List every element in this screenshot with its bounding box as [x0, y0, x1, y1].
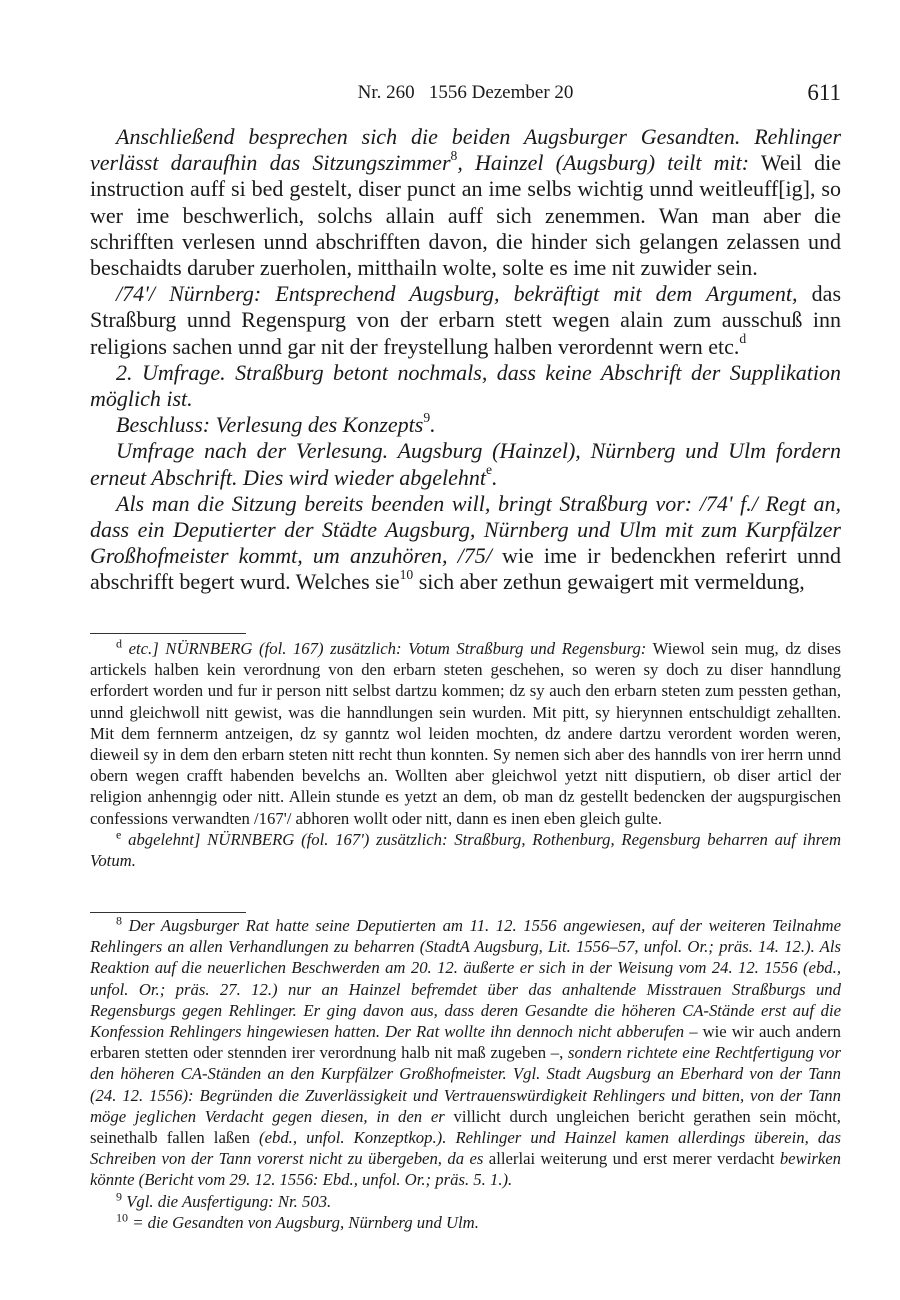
footnotes-textcritical: [90, 638, 841, 871]
footnote-mark: 8: [116, 913, 123, 928]
editorial-text: Umfrage nach der Verlesung. Augsburg (Hainzel), Nürnberg und Ulm fordern erneut Abschrift. Dies wird wieder abgelehnt: [90, 438, 841, 490]
footnote-e: [90, 829, 841, 871]
footnote-9: [90, 1191, 841, 1212]
main-text: [90, 124, 841, 596]
footnote-ref-d[interactable]: d: [739, 331, 747, 347]
footnote-divider-numbers: [90, 912, 246, 913]
footnote-divider-letters: [90, 633, 246, 634]
footnote-d: [90, 638, 841, 829]
editorial-text: Als man die Sitzung bereits beenden will, bringt Straßburg vor: /74' f./ Regt an, dass ein Deputierter der Städte Augsburg, Nürnberg und Ulm mit zum Kurpfälzer Großhofmeister kommt, um anzuhören, /75/: [90, 490, 841, 569]
editorial-text: .: [492, 464, 498, 490]
footnote-text: sondern richtete eine Rechtfertigung vor den höheren CA-Ständen an den Kurpfälzer Großhofmeister. Vgl. Stadt Augsburg an Eberhard von der Tann (24. 12. 1556): Begründen die Zuverlässigkeit und Vertrauenswürdigkeit Rehlingers und bitten, von der Tann möge jeglichen Verdacht gegen diesen, in den er: [90, 1043, 841, 1126]
editorial-text: 2. Umfrage. Straßburg betont nochmals, dass keine Abschrift der Supplikation möglich ist.: [90, 359, 841, 412]
footnote-mark: 9: [116, 1189, 123, 1204]
running-title: Nr. 260 1556 Dezember 20: [357, 82, 574, 103]
editorial-text: Anschließend besprechen sich die beiden Augsburger Gesandten. Rehlinger verlässt daraufhin das Sitzungszimmer: [90, 124, 841, 176]
footnote-quote: wie wir auch andern erbaren stetten oder stennden irer verordnung halb nit maß zugeben –,: [90, 1022, 841, 1063]
paragraph-5: [90, 438, 841, 490]
paragraph-4: [90, 409, 841, 438]
footnote-quote: villicht durch ungleichen bericht gerathen sein möcht, seinethalb fallen laßen: [90, 1106, 841, 1148]
paragraph-1: [90, 124, 841, 281]
paragraph-6: [90, 491, 841, 596]
footnote-ref-9[interactable]: 9: [423, 409, 431, 425]
editorial-text: Beschluss: Verlesung des Konzepts: [116, 412, 424, 438]
footnote-8: [90, 915, 841, 1191]
footnote-text: = die Gesandten von Augsburg, Nürnberg und Ulm.: [128, 1212, 479, 1232]
editorial-text: .: [430, 412, 436, 438]
footnote-mark: 10: [116, 1210, 129, 1225]
footnote-text: abgelehnt] NÜRNBERG (fol. 167') zusätzlich: Straßburg, Rothenburg, Regensburg beharren auf ihrem Votum.: [90, 829, 841, 871]
footnote-text: Der Augsburger Rat hatte seine Deputierten am 11. 12. 1556 angewiesen, auf der weiteren Teilnahme Rehlingers an allen Verhandlungen zu beharren (StadtA Augsburg, Lit. 1556–57, unfol. Or.; präs. 14. 12.). Als Reaktion auf die neuerlichen Beschwerden am 20. 12. äußerte er sich in der Weisung vom 24. 12. 1556 (ebd., unfol. Or.; präs. 27. 12.) nur an Hainzel befremdet über das anhaltende Misstrauen Straßburgs und Regensburgs gegen Rehlinger. Er ging davon aus, dass deren Gesandte die höheren CA-Stände erst auf die Konfession Rehlingers hingewiesen hatten. Der Rat wollte ihn dennoch nicht abberufen –: [90, 916, 841, 1042]
footnote-lemma: etc.] NÜRNBERG (fol. 167) zusätzlich: Votum Straßburg und Regensburg:: [122, 639, 647, 658]
footnote-ref-10[interactable]: 10: [399, 567, 414, 583]
source-quote: Weil die instruction auff si bed gestelt, diser punct an ime selbs wichtig unnd weitleuff[ig], so wer ime beschwerlich, solchs allain auff sich zenemmen. Wan man aber die schrifften verlesen unnd abschrifften davon, die hinder sich gelangen zelassen und beschaidts daruber zuerholen, mitthailn wolte, solte es ime nit zuwider sein.: [90, 150, 841, 281]
running-header: [90, 80, 841, 108]
footnote-10: [90, 1212, 841, 1233]
source-quote: wie ime ir bedenckhen referirt unnd abschrifft begert wurd. Welches sie: [90, 543, 841, 595]
footnote-mark: e: [116, 827, 122, 842]
source-quote: das Straßburg unnd Regenspurg von der erbarn stett wegen alain zum ausschuß inn religions sachen unnd gar nit der freystellung halben verordennt wern etc.: [90, 281, 842, 359]
footnote-quote: allerlai weiterung und erst merer verdacht: [483, 1149, 775, 1169]
footnotes-commentary: [90, 915, 841, 1233]
source-quote: sich aber zethun gewaigert mit vermeldung,: [413, 569, 805, 595]
footnote-text: Vgl. die Ausfertigung: Nr. 503.: [122, 1191, 332, 1211]
footnote-quote: Wiewol sein mug, dz dises artickels halben kein verordnung von den erbarn steten geschehen, so weren sy doch zu diser hanndlung erfordert worden und fur ir person nitt selbst dartzu kommen; dz sy auch den erbarn steten zum pessten gethan, unnd gleichwoll nitt gewist, was die hanndlungen sein wurden. Mit pitt, sy hierynnen entschuldigt zehallten. Mit dem fernnerm antzeigen, dz sy ganntz wol leiden mochten, dz andere dartzu verordent worden weren, dieweil sy in dem den erbarn steten nitt recht thun konnten. Sy nemen sich aber des hanndls von irer herrn unnd obern wegen crafft habenden bevelchs an. Wollten aber gleichwol yetzt nitt disputiern, ob diser articl der religion anhenngig oder nitt. Allein stunde es yetzt an dem, ob man dz gestellt bedencken der augspurgischen confessions verwandten /167'/ abhoren wollt oder nitt, dann es inen eben gleich gulte.: [90, 639, 842, 828]
paragraph-3: [90, 360, 841, 412]
footnote-text: (ebd., unfol. Konzeptkop.). Rehlinger und Hainzel kamen allerdings überein, das Schreiben von der Tann vorerst nicht zu übergeben, da es: [90, 1128, 842, 1169]
footnote-text: bewirken könnte (Bericht vom 29. 12. 1556: Ebd., unfol. Or.; präs. 5. 1.).: [90, 1149, 841, 1190]
paragraph-2: [90, 281, 841, 360]
editorial-text: , Hainzel (Augsburg) teilt mit:: [457, 150, 750, 176]
editorial-text: /74'/ Nürnberg: Entsprechend Augsburg, bekräftigt mit dem Argument,: [116, 281, 798, 307]
page-number: 611: [807, 80, 841, 105]
footnote-ref-8[interactable]: 8: [450, 147, 458, 163]
footnote-ref-e[interactable]: e: [485, 462, 493, 478]
footnote-mark: d: [116, 636, 123, 651]
